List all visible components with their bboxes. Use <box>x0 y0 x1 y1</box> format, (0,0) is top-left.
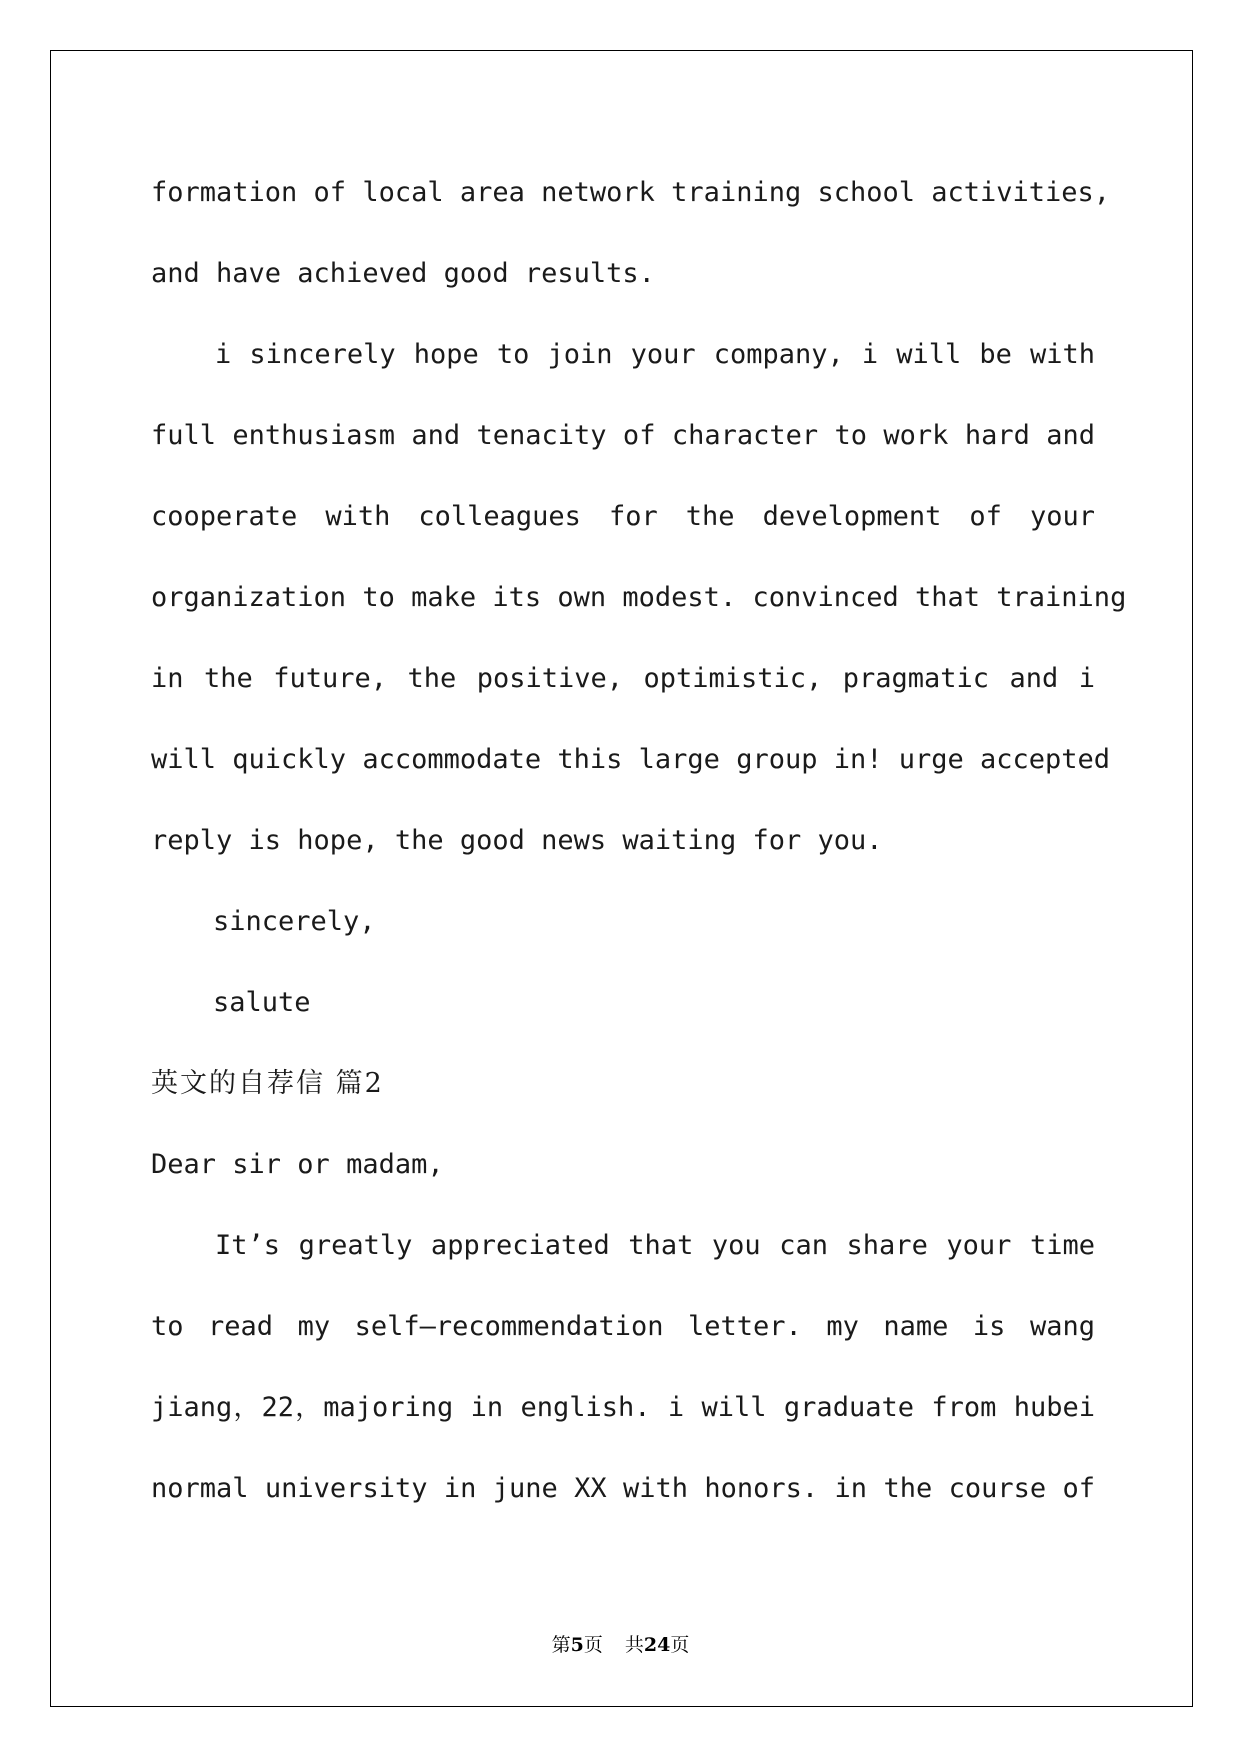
page-footer <box>0 1630 1241 1657</box>
closing-sincerely: sincerely, <box>213 906 376 937</box>
body-line-4: full enthusiasm and tenacity of character to work hard and <box>151 420 1095 451</box>
body-line-2: and have achieved good results. <box>151 258 655 289</box>
footer-total-pages: 24 <box>643 1634 671 1656</box>
body-line-1: formation of local area network training school activities, <box>151 177 1111 208</box>
section-heading: 英文的自荐信 篇2 <box>151 1068 384 1099</box>
body-line-5: cooperate with colleagues for the development of your <box>151 501 1095 532</box>
footer-page-suffix: 页 <box>583 1634 603 1656</box>
footer-total-suffix: 页 <box>670 1634 690 1656</box>
footer-total-prefix: 共 <box>624 1634 644 1656</box>
footer-page-number: 5 <box>570 1634 584 1656</box>
body-line-9: reply is hope, the good news waiting for you. <box>151 825 883 856</box>
body-line-8: will quickly accommodate this large group in! urge accepted <box>151 744 1111 775</box>
body-line-7: in the future, the positive, optimistic, pragmatic and i <box>151 663 1095 694</box>
closing-salute: salute <box>213 987 311 1018</box>
body-line-16: jiang，22，majoring in english. i will graduate from hubei <box>151 1392 1095 1423</box>
body-line-3: i sincerely hope to join your company, i will be with <box>215 339 1095 370</box>
footer-prefix: 第 <box>551 1634 571 1656</box>
page-border <box>50 50 1193 1707</box>
body-line-6: organization to make its own modest. convinced that training <box>151 582 1127 613</box>
body-line-15: to read my self—recommendation letter. my name is wang <box>151 1311 1095 1342</box>
body-line-17: normal university in june XX with honors. in the course of <box>151 1473 1095 1504</box>
salutation: Dear sir or madam, <box>151 1149 444 1180</box>
body-line-14: It’s greatly appreciated that you can share your time <box>215 1230 1095 1261</box>
